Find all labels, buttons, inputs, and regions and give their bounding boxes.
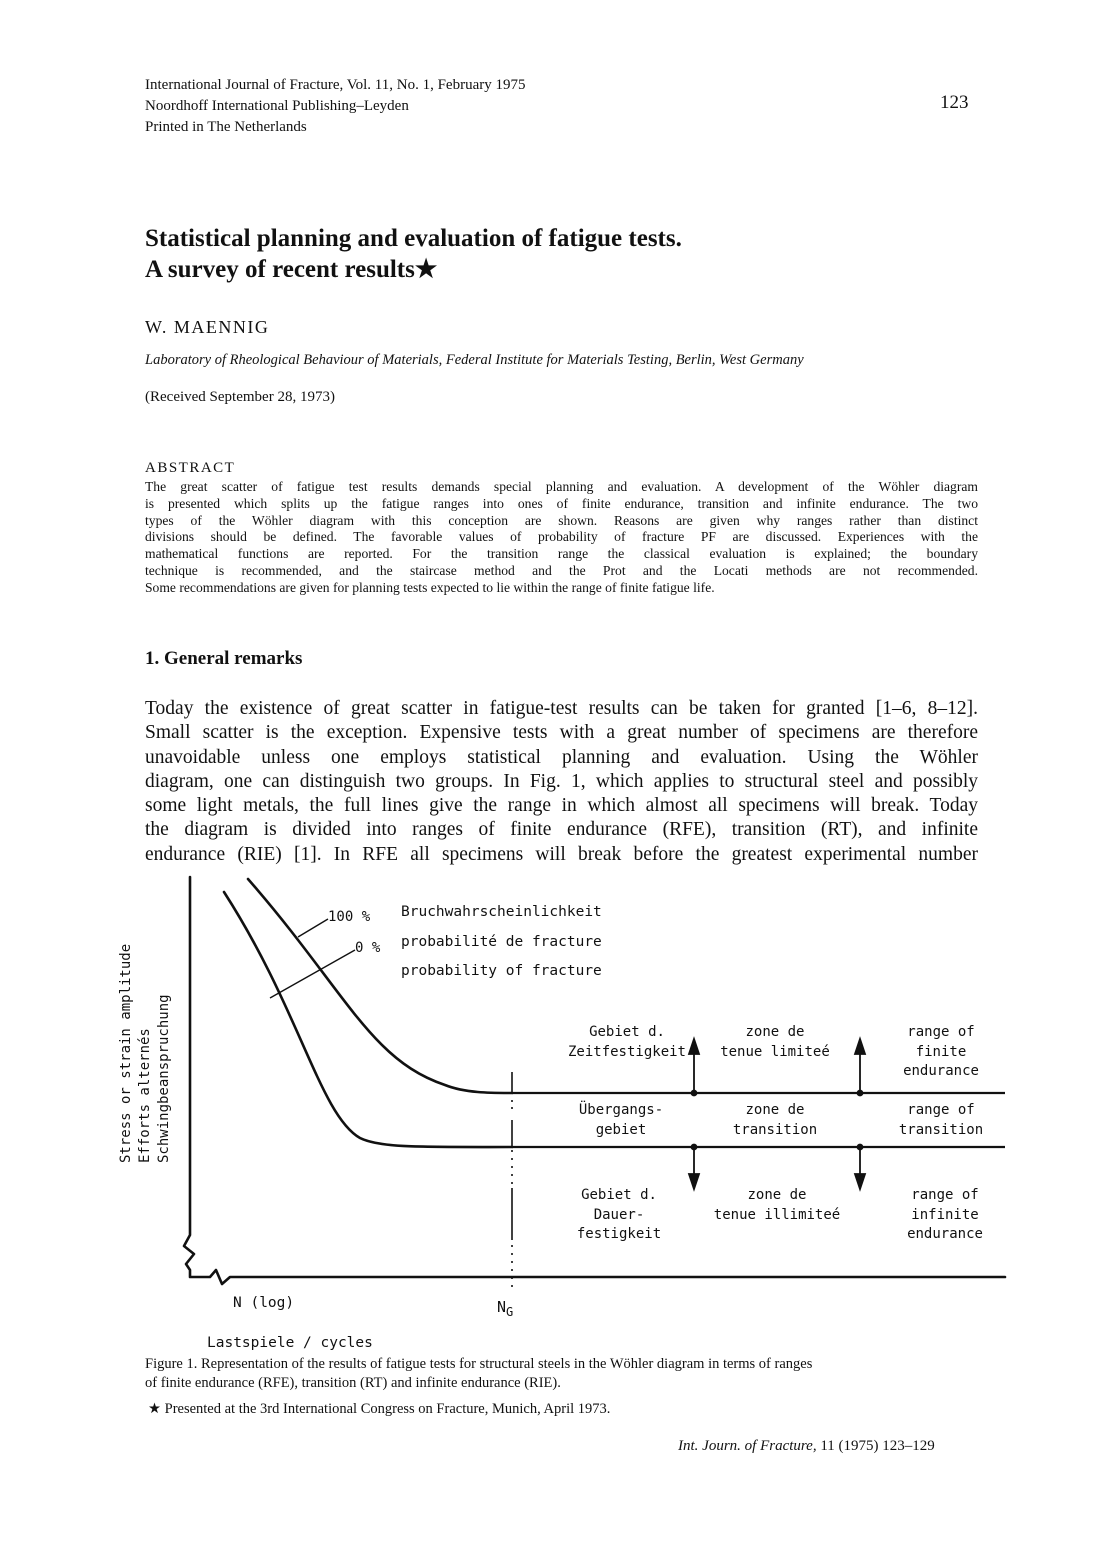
- abstract-line: technique is recommended, and the staircase method and the Prot and the Locati methods are not recommended.: [145, 562, 978, 578]
- x-axis-label: N (log): [233, 1295, 295, 1311]
- range-text: Zeitfestigkeit: [567, 1043, 686, 1060]
- section-heading: 1. General remarks: [145, 648, 303, 669]
- abstract-line: is presented which splits up the fatigue ranges into ones of finite endurance, transition and infinite endurance. The two: [145, 495, 978, 511]
- footer-citation: 11 (1975) 123–129: [816, 1438, 935, 1454]
- curve-0-percent: [224, 892, 512, 1147]
- journal-line: Noordhoff International Publishing–Leyden: [145, 98, 409, 114]
- arrow-down-2: [855, 1174, 865, 1189]
- range-text: zone de: [745, 1024, 805, 1040]
- body-line: Small scatter is the exception. Expensive tests with a great number of specimens are therefore: [145, 722, 978, 744]
- leader-100: [298, 919, 328, 937]
- footer-journal: Int. Journ. of Fracture,: [678, 1438, 817, 1454]
- section-body: [145, 697, 978, 867]
- range-transition-fr: [700, 1101, 850, 1140]
- arrow-up-2: [855, 1039, 865, 1054]
- abstract-line: The great scatter of fatigue test results demands special planning and evaluation. A development of the Wöhler diagram: [145, 479, 978, 494]
- body-line: some light metals, the full lines give the range in which almost all specimens will break. Today: [145, 795, 978, 817]
- body-line: endurance (RIE) [1]. In RFE all specimens will break before the greatest experimental number: [145, 843, 978, 865]
- y-axis: [184, 877, 1005, 1284]
- range-text: range of: [911, 1187, 979, 1203]
- probability-legend: [401, 898, 602, 987]
- range-finite-de: [552, 1023, 702, 1062]
- range-text: Gebiet d.: [581, 1187, 657, 1203]
- range-transition-en: [876, 1101, 1006, 1140]
- journal-line: Printed in The Netherlands: [145, 119, 307, 135]
- range-transition-de: [546, 1101, 696, 1140]
- range-text: range of: [907, 1102, 975, 1118]
- legend-line-de: Bruchwahrscheinlichkeit: [401, 904, 602, 920]
- range-text: zone de: [747, 1187, 807, 1203]
- range-text: Dauer-: [593, 1206, 645, 1223]
- footnote: ★ Presented at the 3rd International Congress on Fracture, Munich, April 1973.: [148, 1401, 611, 1417]
- range-text: range of: [907, 1024, 975, 1040]
- abstract-line: mathematical functions are reported. For the transition range the classical evaluation is explained; the boundary: [145, 546, 978, 562]
- journal-line: International Journal of Fracture, Vol. 11, No. 1, February 1975: [145, 77, 526, 93]
- range-text: infinite: [911, 1206, 979, 1223]
- abstract-line: divisions should be defined. The favorable values of probability of fracture PF are discussed. Experiences with the: [145, 529, 978, 545]
- y-label-en: Stress or strain amplitude: [118, 943, 134, 1163]
- curve-100-percent: [248, 879, 512, 1093]
- body-line: Today the existence of great scatter in fatigue-test results can be taken for granted [1–6, 8–12].: [145, 698, 978, 719]
- range-infinite-de: [544, 1186, 694, 1245]
- legend-line-fr: probabilité de fracture: [401, 933, 602, 950]
- title-line: Statistical planning and evaluation of fatigue tests.: [145, 225, 682, 252]
- journal-header: [145, 75, 525, 138]
- range-text: finite: [915, 1043, 967, 1060]
- range-text: endurance: [903, 1063, 979, 1079]
- label-100-percent: 100 %: [328, 909, 371, 925]
- caption-line: of finite endurance (RFE), transition (RT) and infinite endurance (RIE).: [145, 1375, 561, 1391]
- y-label-fr: Efforts alternés: [137, 1028, 153, 1163]
- range-text: Gebiet d.: [589, 1024, 665, 1040]
- range-finite-fr: [700, 1023, 850, 1062]
- arrow-down-1: [689, 1174, 699, 1189]
- range-infinite-en: [880, 1186, 1010, 1245]
- arrow-up-1: [689, 1039, 699, 1054]
- page-number: 123: [940, 92, 969, 113]
- range-text: gebiet: [595, 1121, 647, 1138]
- cycles-label: Lastspiele / cycles: [207, 1335, 373, 1351]
- leader-0: [270, 950, 355, 998]
- body-line: the diagram is divided into ranges of finite endurance (RFE), transition (RT), and infinite: [145, 819, 978, 841]
- range-text: tenue limiteé: [720, 1043, 830, 1060]
- abstract-body: [145, 479, 978, 597]
- range-text: Übergangs-: [578, 1102, 664, 1118]
- label-0-percent: 0 %: [355, 940, 381, 956]
- caption-line: Figure 1. Representation of the results of fatigue tests for structural steels in the Wöhler diagram in terms of ranges: [145, 1356, 813, 1372]
- range-text: zone de: [745, 1102, 805, 1118]
- abstract-line: types of the Wöhler diagram with this conception are shown. Reasons are given why ranges rather than distinct: [145, 512, 978, 528]
- ng-label-main: N: [497, 1298, 507, 1316]
- range-text: festigkeit: [576, 1226, 662, 1242]
- range-finite-en: [876, 1023, 1006, 1082]
- body-line: unavoidable unless one employs statistical planning and evaluation. Using the Wöhler: [145, 746, 978, 768]
- ng-label-sub: G: [506, 1305, 514, 1319]
- affiliation: Laboratory of Rheological Behaviour of Materials, Federal Institute for Materials Testing, Berlin, West Germany: [145, 352, 804, 368]
- range-text: tenue illimiteé: [713, 1206, 841, 1223]
- running-footer: [678, 1438, 935, 1455]
- range-text: endurance: [907, 1226, 983, 1242]
- abstract-line: Some recommendations are given for planning tests expected to lie within the range of finite fatigue life.: [145, 579, 715, 595]
- legend-line-en: probability of fracture: [401, 963, 602, 979]
- range-text: transition: [898, 1121, 984, 1138]
- figure-caption: [145, 1355, 812, 1393]
- received-date: (Received September 28, 1973): [145, 389, 335, 405]
- range-text: transition: [732, 1121, 818, 1138]
- paper-title: [145, 223, 682, 285]
- title-line: A survey of recent results★: [145, 256, 438, 283]
- ng-label: [497, 1298, 513, 1323]
- abstract-heading: ABSTRACT: [145, 460, 236, 476]
- y-label-de: Schwingbeanspruchung: [156, 994, 172, 1163]
- range-infinite-fr: [702, 1186, 852, 1225]
- author: W. MAENNIG: [145, 317, 270, 337]
- body-line: diagram, one can distinguish two groups. In Fig. 1, which applies to structural steel and possibly: [145, 770, 978, 792]
